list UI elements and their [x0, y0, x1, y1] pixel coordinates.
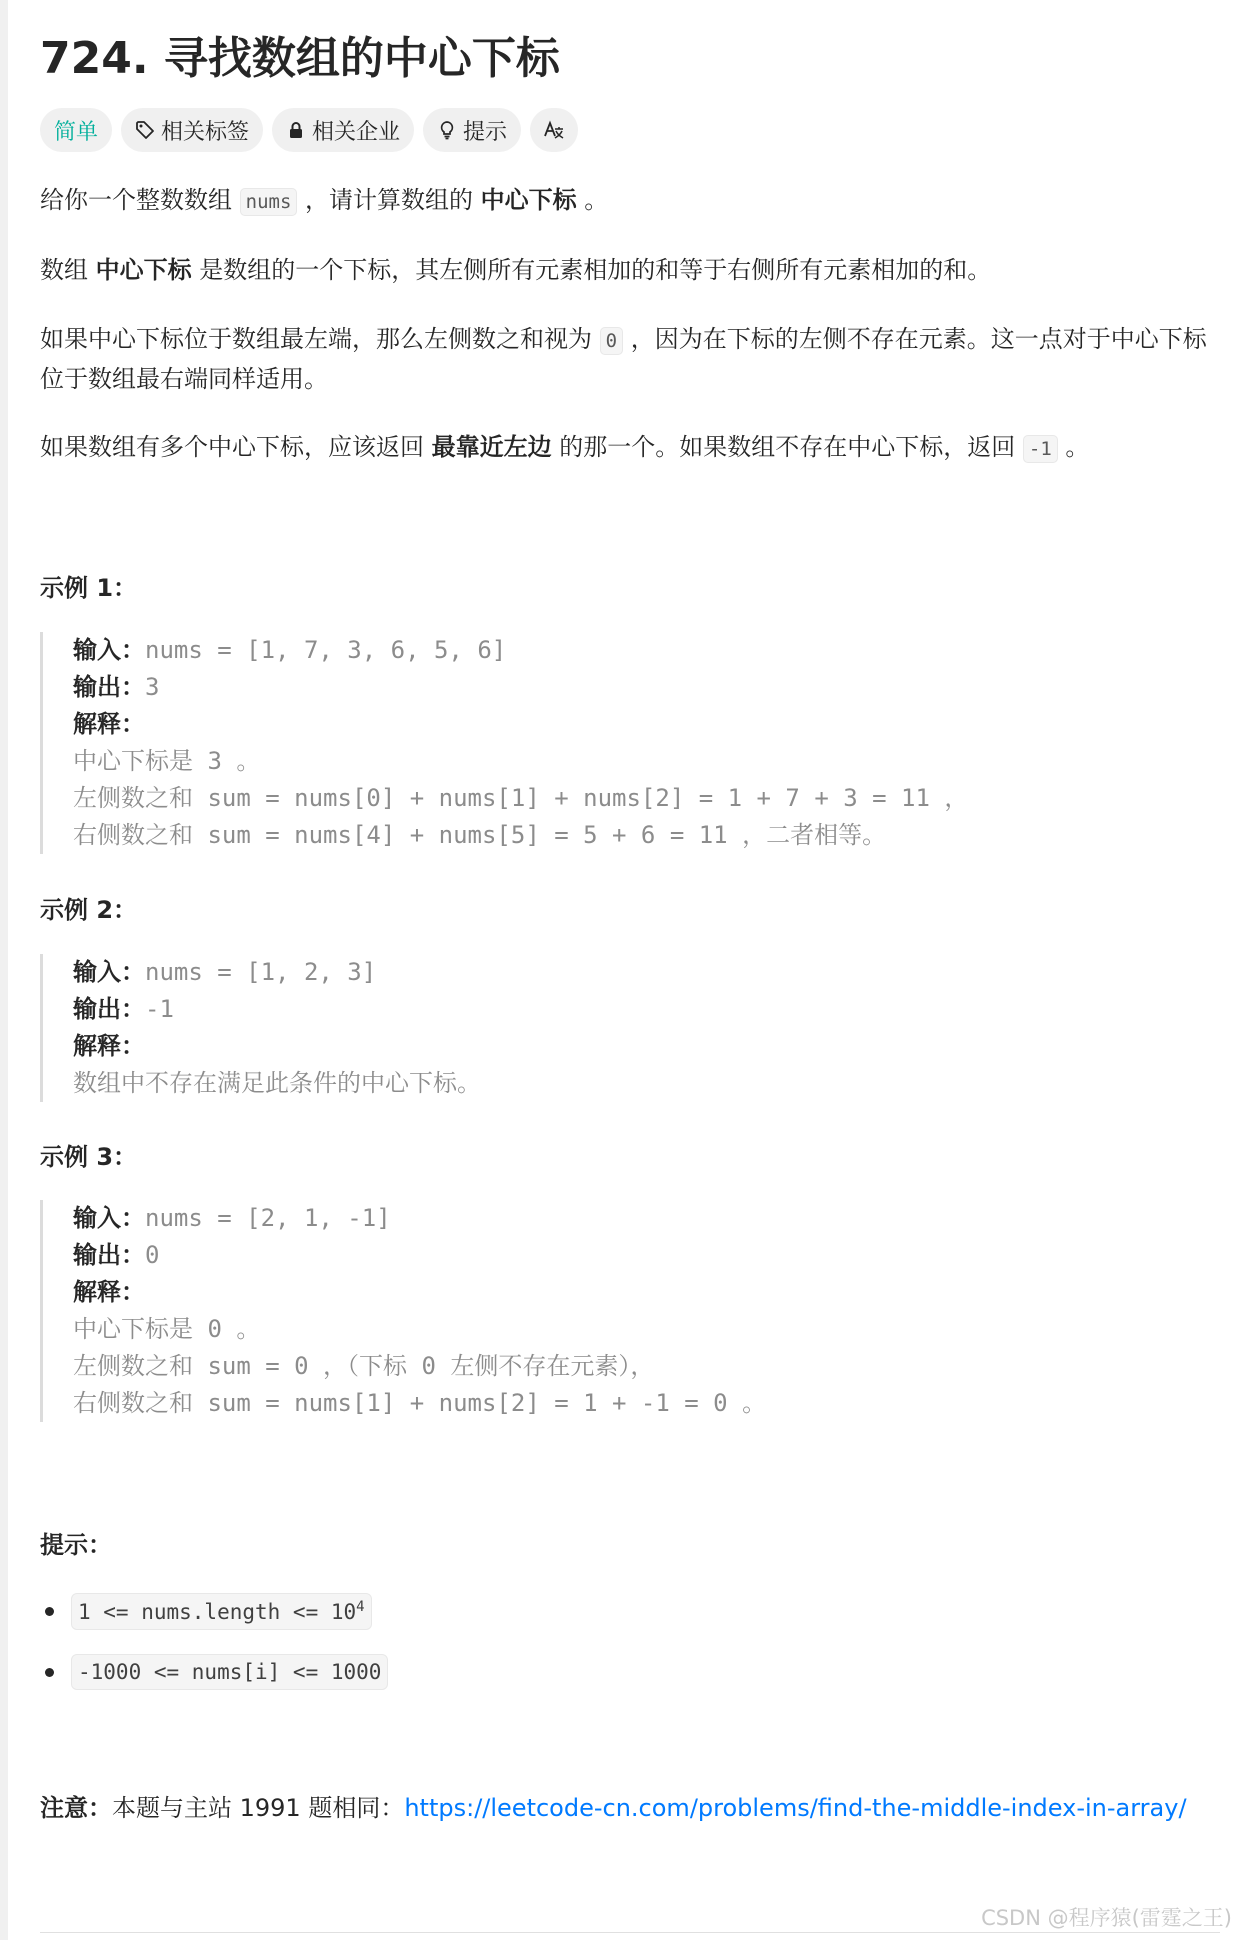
left-edge: [0, 0, 8, 1940]
superscript: 4: [356, 1598, 365, 1615]
input-label: 输入：: [73, 636, 145, 664]
bottom-divider: [40, 1932, 1220, 1933]
input-label: 输入：: [73, 1204, 145, 1232]
text: 。: [576, 186, 609, 214]
text: 如果数组有多个中心下标，应该返回: [40, 433, 432, 461]
example-explain-line: [73, 706, 1173, 743]
note-text: 本题与主站 1991 题相同：: [112, 1794, 405, 1822]
example-output-line: [73, 669, 1173, 706]
input-value: nums = [1, 2, 3]: [145, 958, 377, 986]
example-input-line: [73, 954, 1173, 991]
explanation-line: 右侧数之和 sum = nums[1] + nums[2] = 1 + -1 = 0 。: [73, 1389, 767, 1417]
description-paragraph-3: [40, 320, 1220, 398]
tag-bar: [40, 108, 578, 152]
explain-label: 解释：: [73, 710, 145, 738]
explanation-line: 数组中不存在满足此条件的中心下标。: [73, 1069, 481, 1097]
example-output-line: [73, 991, 1173, 1028]
example-3-heading: 示例 3：: [40, 1143, 138, 1171]
text: 。: [1057, 433, 1090, 461]
description-paragraph-1: [40, 181, 1220, 221]
lock-icon: [286, 120, 306, 140]
output-label: 输出：: [73, 673, 145, 701]
problem-link[interactable]: https://leetcode-cn.com/problems/find-the-middle-index-in-array/: [404, 1794, 1187, 1822]
watermark: CSDN @程序猿(雷霆之王): [981, 1906, 1232, 1930]
bold-text: 中心下标: [95, 256, 192, 284]
example-2-heading: 示例 2：: [40, 896, 138, 924]
problem-title[interactable]: 724. 寻找数组的中心下标: [40, 33, 560, 84]
constraint-item: [40, 1648, 388, 1696]
example-input-line: [73, 1200, 1173, 1237]
explanation-line: 中心下标是 3 。: [73, 747, 261, 775]
constraint-code: [71, 1593, 372, 1630]
difficulty-badge: 简单: [40, 108, 112, 152]
description-paragraph-4: [40, 428, 1220, 468]
constraint-text: 1 <= nums.length <= 10: [78, 1599, 357, 1624]
note-line: [40, 1788, 1187, 1823]
explanation-line: 左侧数之和 sum = nums[0] + nums[1] + nums[2] = 1 + 7 + 3 = 11 ，: [73, 784, 969, 812]
input-value: nums = [2, 1, -1]: [145, 1204, 391, 1232]
explanation-line: 中心下标是 0 。: [73, 1315, 261, 1343]
inline-code: 0: [600, 327, 623, 355]
hints-label: 提示: [463, 119, 508, 145]
output-label: 输出：: [73, 995, 145, 1023]
example-output-line: [73, 1237, 1173, 1274]
related-companies-button[interactable]: [272, 108, 414, 152]
lightbulb-icon: [437, 120, 457, 140]
related-companies-label: 相关企业: [312, 119, 401, 145]
explain-label: 解释：: [73, 1032, 145, 1060]
example-input-line: [73, 632, 1173, 669]
explain-label: 解释：: [73, 1278, 145, 1306]
output-value: 0: [145, 1241, 160, 1269]
constraints-heading: 提示：: [40, 1531, 112, 1559]
example-1-block: [40, 632, 1173, 854]
constraints-list: [40, 1587, 388, 1709]
bullet: [45, 1607, 54, 1616]
example-1-heading: 示例 1：: [40, 574, 138, 602]
inline-code: nums: [240, 188, 298, 216]
translate-icon: [543, 119, 565, 141]
output-value: -1: [145, 995, 174, 1023]
bold-text: 最靠近左边: [431, 433, 552, 461]
text: 如果中心下标位于数组最左端，那么左侧数之和视为: [40, 325, 600, 353]
text: 是数组的一个下标，其左侧所有元素相加的和等于右侧所有元素相加的和。: [191, 256, 992, 284]
note-label: 注意：: [40, 1794, 112, 1822]
text: 的那一个。如果数组不存在中心下标，返回: [551, 433, 1023, 461]
input-value: nums = [1, 7, 3, 6, 5, 6]: [145, 636, 507, 664]
hints-button[interactable]: [423, 108, 521, 152]
text: 给你一个整数数组: [40, 186, 240, 214]
inline-code: -1: [1023, 435, 1058, 463]
bullet: [45, 1668, 54, 1677]
example-explain-line: [73, 1028, 1173, 1065]
example-3-block: [40, 1200, 1173, 1422]
tag-icon: [135, 120, 155, 140]
explanation-line: 右侧数之和 sum = nums[4] + nums[5] = 5 + 6 = 11 ，二者相等。: [73, 821, 887, 849]
bold-text: 中心下标: [480, 186, 577, 214]
text: 数组: [40, 256, 96, 284]
text: ，请计算数组的: [297, 186, 481, 214]
example-explain-line: [73, 1274, 1173, 1311]
related-tags-label: 相关标签: [161, 119, 250, 145]
output-value: 3: [145, 673, 160, 701]
related-tags-button[interactable]: [121, 108, 263, 152]
example-2-block: [40, 954, 1173, 1102]
description-paragraph-2: [40, 251, 1220, 289]
constraint-code: -1000 <= nums[i] <= 1000: [71, 1654, 388, 1690]
output-label: 输出：: [73, 1241, 145, 1269]
input-label: 输入：: [73, 958, 145, 986]
explanation-line: 左侧数之和 sum = 0 ，（下标 0 左侧不存在元素），: [73, 1352, 655, 1380]
constraint-item: [40, 1587, 388, 1635]
translate-button[interactable]: [530, 108, 578, 152]
text: ，因为在下标的左侧不存在元素。这一点对于中心下标位于数组最右端同样适用。: [40, 325, 1207, 393]
